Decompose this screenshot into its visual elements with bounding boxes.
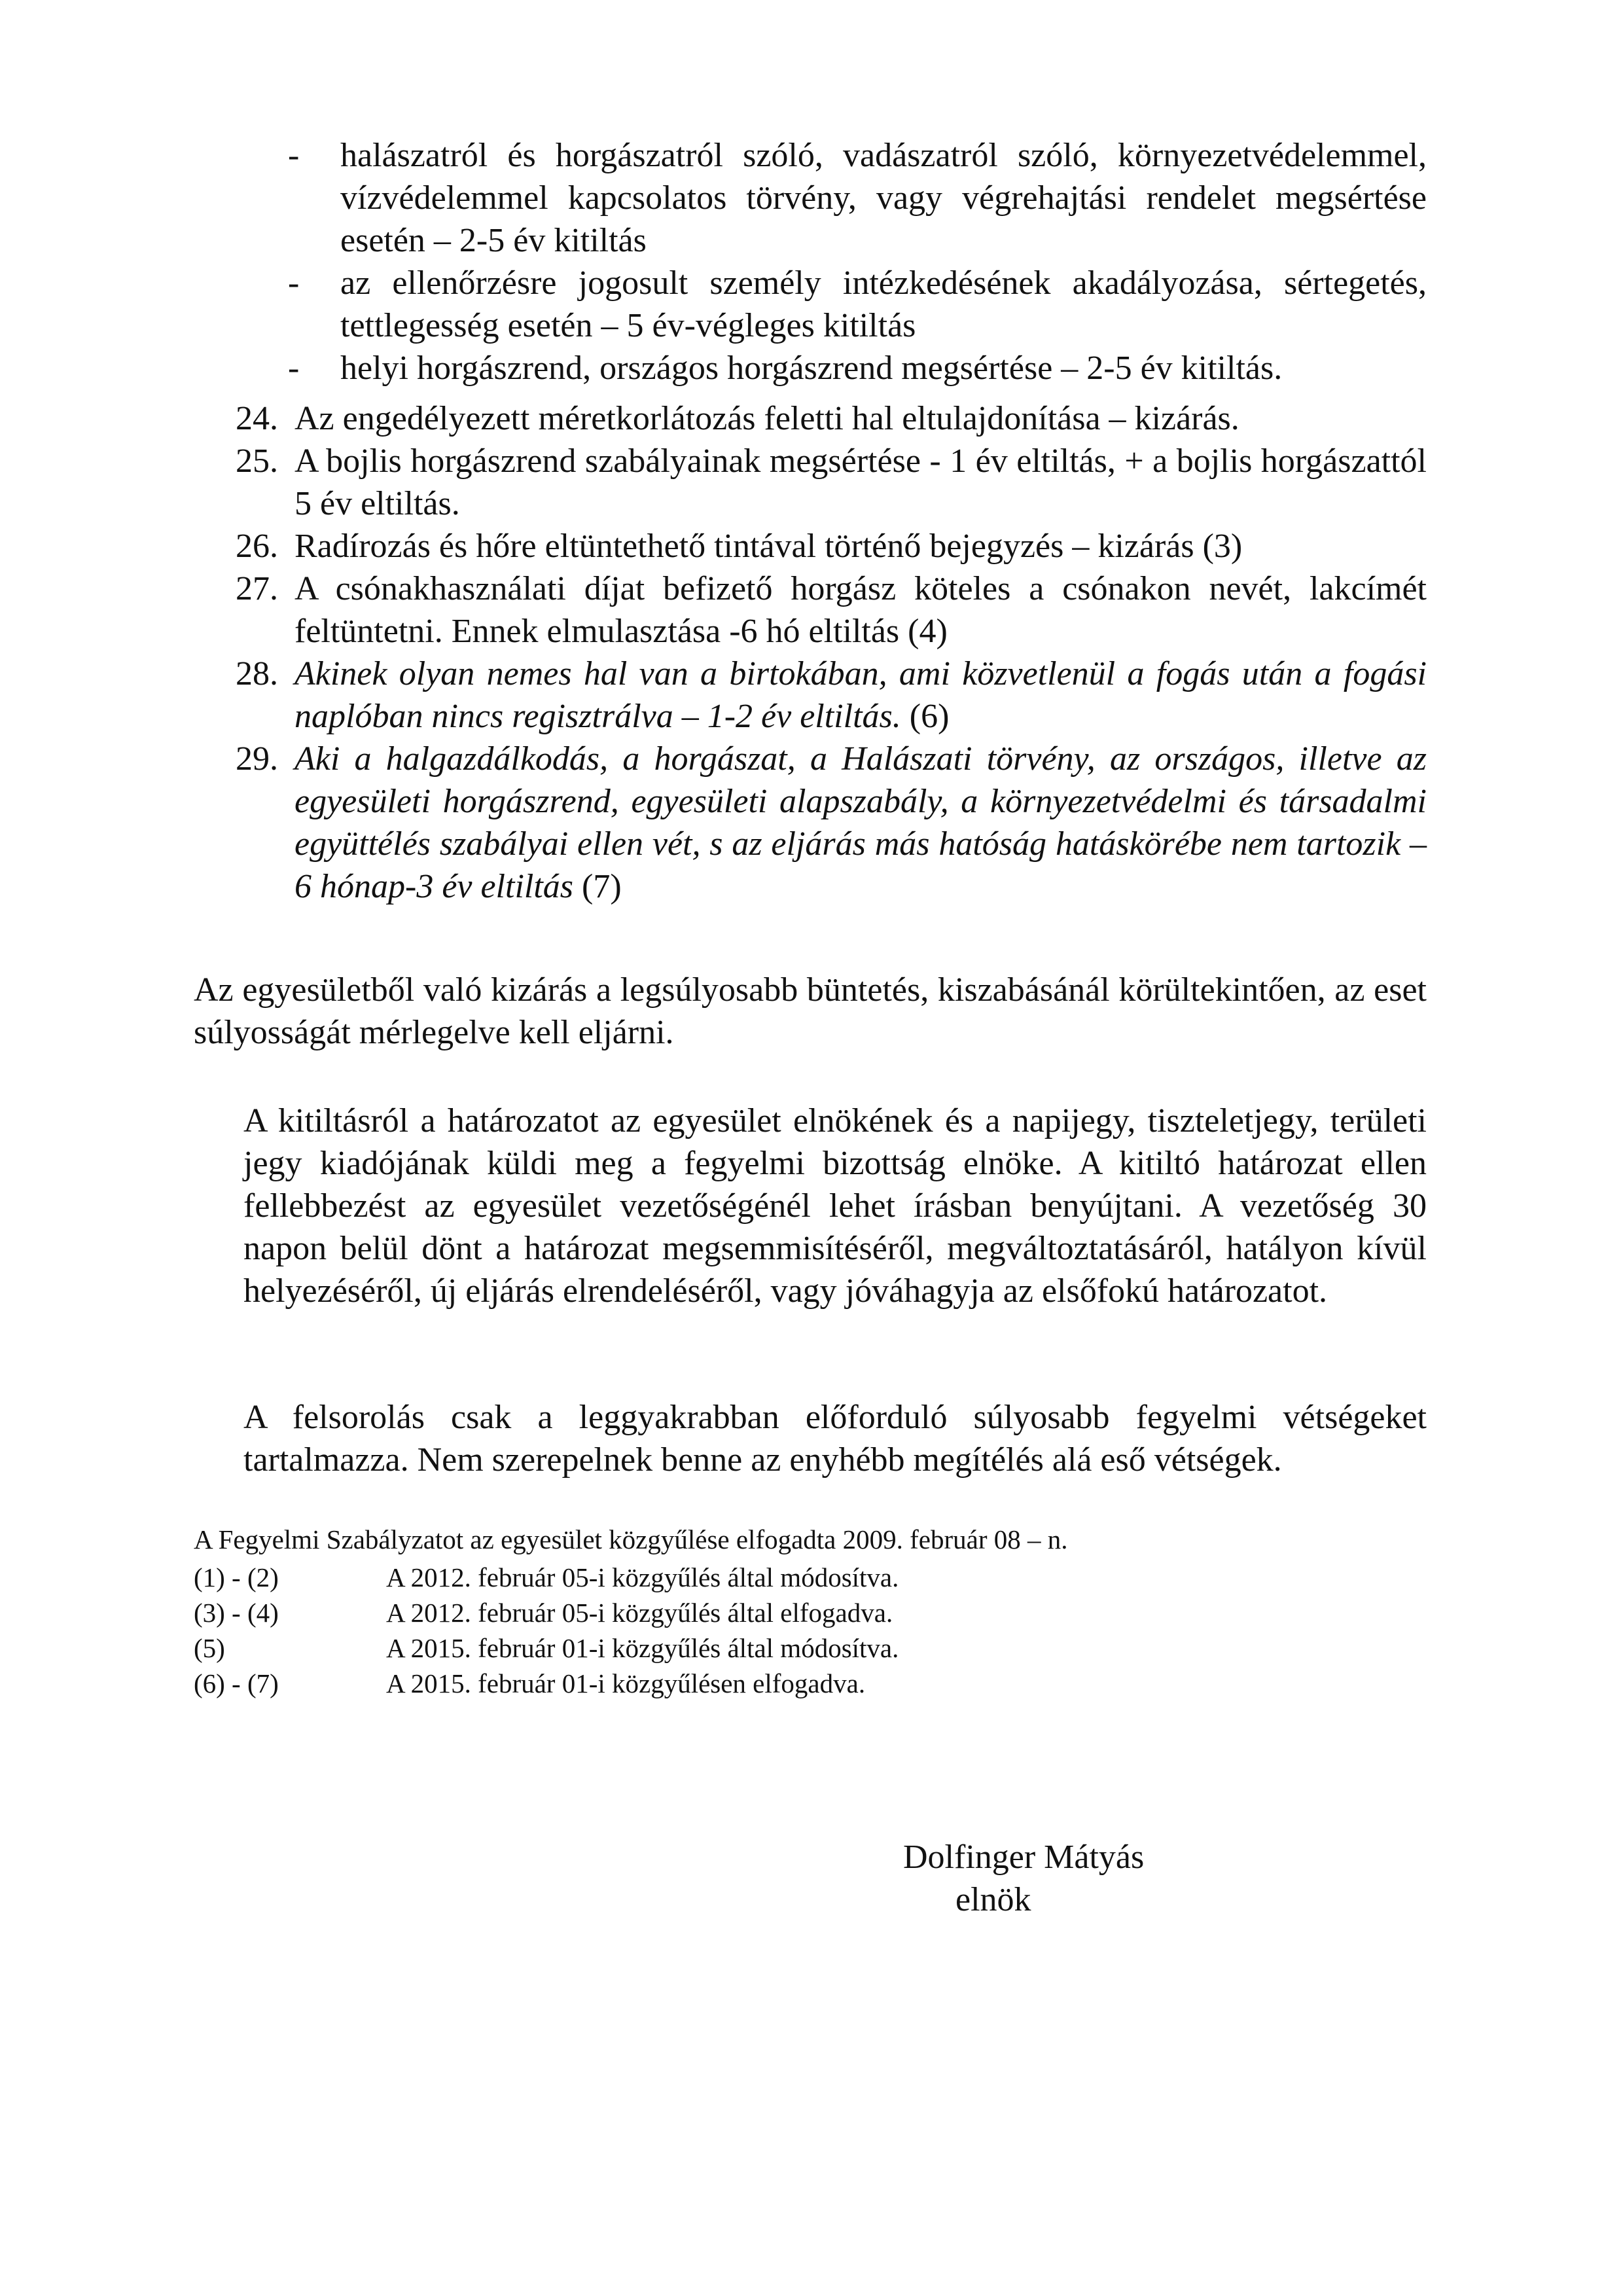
rule-text: Radírozás és hőre eltüntethető tintával történő bejegyzés – kizárás (3) <box>294 528 1243 565</box>
note-ref: (1) - (2) <box>194 1562 279 1592</box>
note-text: A 2012. február 05-i közgyűlés által módosítva. <box>386 1562 899 1592</box>
rule-number: 26. <box>236 528 278 565</box>
rule-text: A bojlis horgászrend szabályainak megsértése - 1 év eltiltás, + a bojlis horgászattól 5 év eltiltás. <box>294 442 1427 522</box>
rule-number: 28. <box>236 655 278 692</box>
note-ref: (6) - (7) <box>194 1668 279 1698</box>
note-ref: (3) - (4) <box>194 1598 279 1628</box>
rule-item-25 <box>236 440 1427 525</box>
amendment-note-row <box>194 1666 1306 1701</box>
note-text: A 2015. február 01-i közgyűlés által módosítva. <box>386 1633 899 1663</box>
exclusion-paragraph: Az egyesületből való kizárás a legsúlyosabb büntetés, kiszabásánál körültekintően, az eset súlyosságát mérlegelve kell eljárni. <box>194 971 1427 1051</box>
note-ref: (5) <box>194 1633 225 1663</box>
rule-number: 25. <box>236 442 278 480</box>
note-text: A 2012. február 05-i közgyűlés által elfogadva. <box>386 1598 893 1628</box>
decision-paragraph: A kitiltásról a határozatot az egyesület elnökének és a napijegy, tiszteletjegy, területi jegy kiadójának küldi meg a fegyelmi bizottság elnöke. A kitiltó határozat ellen fellebbezést az egyesület vezetőségénél lehet írásban benyújtani. A vezetőség 30 napon belül dönt a határozat megsemmisítéséről, megváltoztatásáról, hatályon kívül helyezéséről, új eljárás elrendeléséről, vagy jóváhagyja az elsőfokú határozatot. <box>243 1102 1427 1310</box>
rule-number: 27. <box>236 570 278 607</box>
rule-amendment-ref: (7) <box>573 868 622 905</box>
dash-item-text: halászatról és horgászatról szóló, vadászatról szóló, környezetvédelemmel, vízvédelemmel kapcsolatos törvény, vagy végrehajtási rendelet megsértése esetén – 2-5 év kitiltás <box>340 137 1427 259</box>
rule-item-26 <box>236 525 1427 567</box>
rule-item-27 <box>236 567 1427 653</box>
dash-bullet: - <box>288 264 300 302</box>
adoption-note: A Fegyelmi Szabályzatot az egyesület közgyűlése elfogadta 2009. február 08 – n. <box>194 1524 1068 1554</box>
rule-item-28 <box>236 653 1427 738</box>
rule-item-29 <box>236 738 1427 908</box>
dash-item-text: helyi horgászrend, országos horgászrend megsértése – 2-5 év kitiltás. <box>340 350 1283 387</box>
rule-amendment-ref: (6) <box>901 698 950 735</box>
dash-bullet: - <box>288 137 300 174</box>
rule-number: 24. <box>236 400 278 437</box>
signatory-name: Dolfinger Mátyás <box>903 1839 1145 1876</box>
rule-number: 29. <box>236 740 278 778</box>
amendment-note-row <box>194 1595 1306 1630</box>
dash-item <box>288 134 1427 262</box>
listing-paragraph: A felsorolás csak a leggyakrabban előforduló súlyosabb fegyelmi vétségeket tartalmazza. Nem szerepelnek benne az enyhébb megítélés alá eső vétségek. <box>243 1399 1427 1479</box>
amendment-note-row <box>194 1630 1306 1666</box>
rule-text: A csónakhasználati díjat befizető horgász köteles a csónakon nevét, lakcímét feltüntetni. Ennek elmulasztása -6 hó eltiltás (4) <box>294 570 1427 650</box>
signatory-title: elnök <box>955 1881 1031 1918</box>
note-text: A 2015. február 01-i közgyűlésen elfogadva. <box>386 1668 866 1698</box>
amendment-note-row <box>194 1560 1306 1595</box>
dash-item-text: az ellenőrzésre jogosult személy intézkedésének akadályozása, sértegetés, tettlegesség esetén – 5 év-végleges kitiltás <box>340 264 1427 344</box>
rule-text: Az engedélyezett méretkorlátozás feletti hal eltulajdonítása – kizárás. <box>294 400 1240 437</box>
rule-text-italic: Akinek olyan nemes hal van a birtokában, ami közvetlenül a fogás után a fogási naplóban nincs regisztrálva – 1-2 év eltiltás. <box>294 655 1427 735</box>
dash-bullet: - <box>288 350 300 387</box>
rule-text-italic: Aki a halgazdálkodás, a horgászat, a Halászati törvény, az országos, illetve az egyesületi horgászrend, egyesületi alapszabály, a környezetvédelmi és társadalmi együttélés szabályai ellen vét, s az eljárás más hatóság hatáskörébe nem tartozik – 6 hónap-3 év eltiltás <box>294 740 1427 905</box>
penalty-dash-list <box>288 134 1427 389</box>
signature-block <box>903 1836 1165 1921</box>
numbered-rule-list <box>236 397 1427 908</box>
amendment-notes <box>194 1560 1306 1701</box>
dash-item <box>288 347 1427 389</box>
dash-item <box>288 262 1427 347</box>
rule-item-24 <box>236 397 1427 440</box>
